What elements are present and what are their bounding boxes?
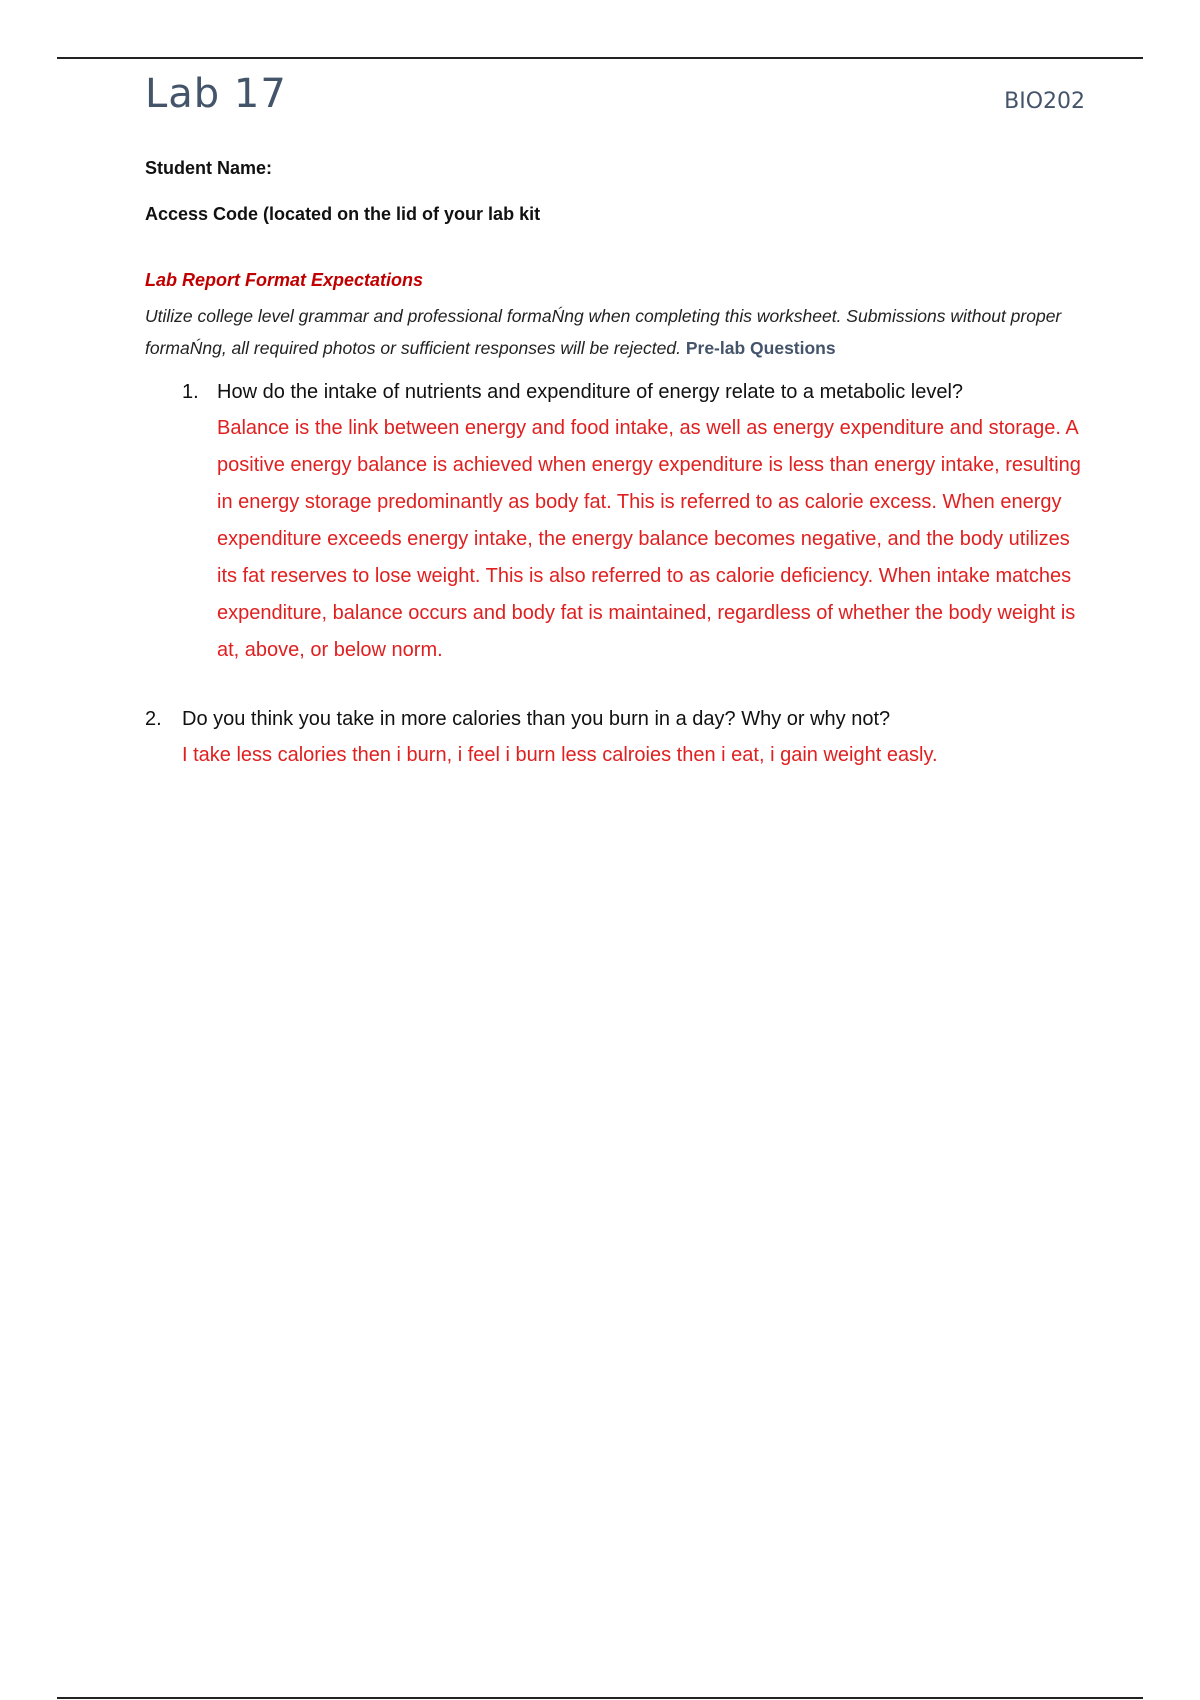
format-expectations-heading: Lab Report Format Expectations: [145, 270, 424, 290]
question-text: How do the intake of nutrients and expenditure of energy relate to a metabolic level?: [217, 381, 964, 403]
student-name-label: Student Name:: [145, 158, 273, 178]
page-title: Lab 17: [145, 71, 287, 117]
prelab-heading: Pre-lab Questions: [685, 338, 836, 358]
answer-text: I take less calories then i burn, i feel i burn less calroies then i eat, i gain weight easly.: [182, 744, 938, 766]
question-text: Do you think you take in more calories than you burn in a day? Why or why not?: [182, 708, 891, 730]
format-expectations-text: Utilize college level grammar and professional formaŃng when completing this worksheet. Submissions without proper formaŃng, all required photos or sufficient responses will be rejected.: [145, 306, 1062, 358]
answer-text: Balance is the link between energy and food intake, as well as energy expenditure and storage. A positive energy balance is achieved when energy expenditure is less than energy intake, resulting in energy storage predominantly as body fat. This is referred to as calorie excess. When energy expenditure exceeds energy intake, the energy balance becomes negative, and the body utilizes its fat reserves to lose weight. This is also referred to as calorie deficiency. When intake matches expenditure, balance occurs and body fat is maintained, regardless of whether the body weight is at, above, or below norm.: [217, 417, 1081, 661]
course-code: BIO202: [1004, 89, 1085, 114]
top-rule: [57, 57, 1143, 59]
bottom-rule: [57, 1697, 1143, 1699]
question-number: 1.: [182, 381, 199, 403]
question-item-2: [145, 701, 1085, 774]
document-header: [145, 70, 1085, 130]
question-number: 2.: [145, 708, 162, 730]
document-page: [145, 70, 1085, 774]
access-code-label: Access Code (located on the lid of your lab kit: [145, 204, 541, 224]
format-expectations-body: [145, 300, 1085, 364]
question-item-1: [145, 374, 1085, 669]
